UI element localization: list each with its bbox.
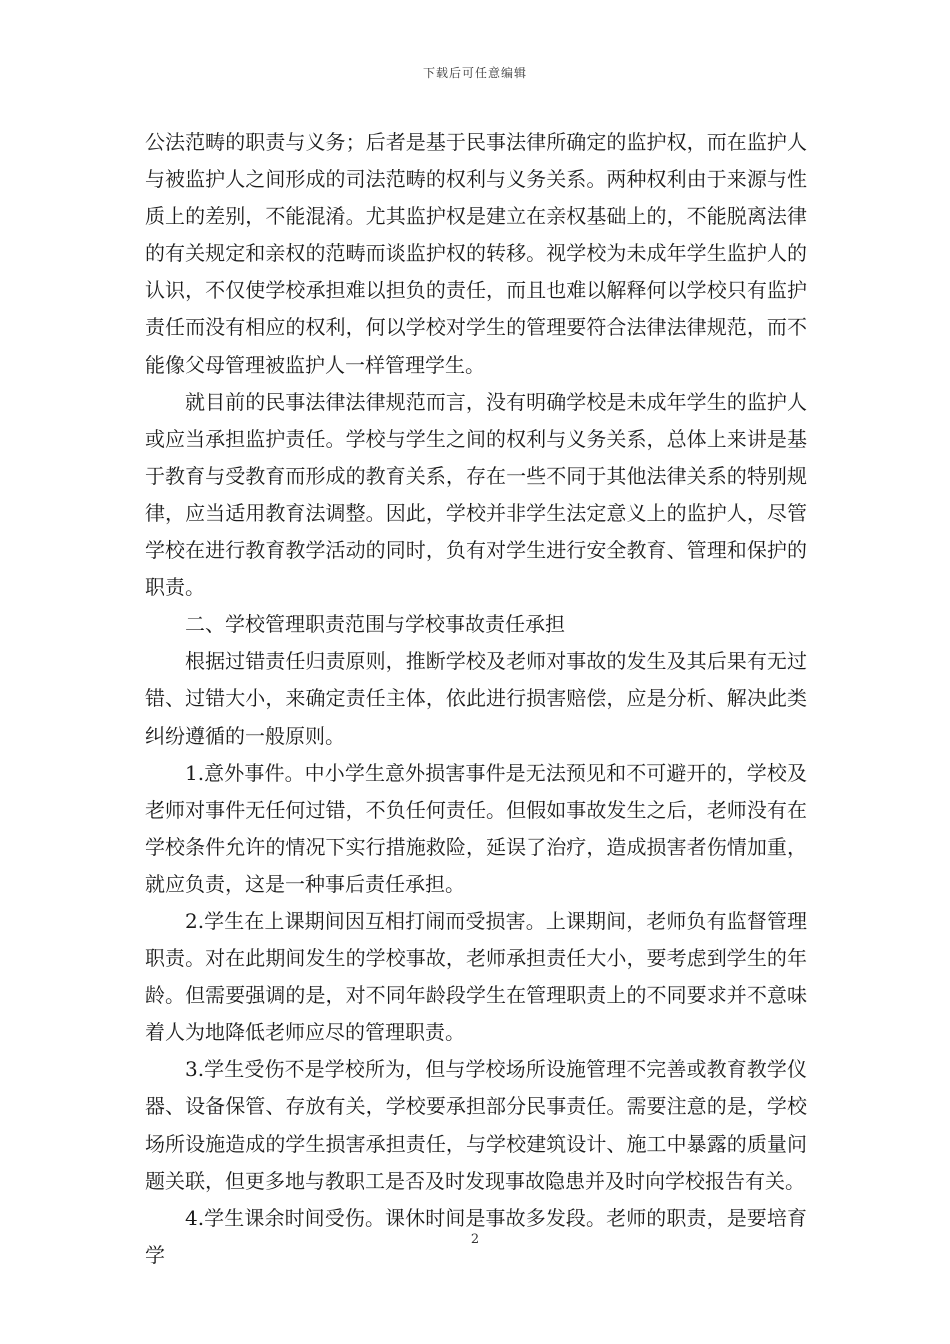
paragraph: 根据过错责任归责原则，推断学校及老师对事故的发生及其后果有无过错、过错大小，来确定责任主体，依此进行损害赔偿，应是分析、解决此类纠纷遵循的一般原则。 bbox=[145, 649, 807, 748]
list-item: 4.学生课余时间受伤。课休时间是事故多发段。老师的职责，是要培育学 bbox=[145, 1205, 807, 1267]
list-item: 3.学生受伤不是学校所为，但与学校场所设施管理不完善或教育教学仪器、设备保管、存放有关，学校要承担部分民事责任。需要注意的是，学校场所设施造成的学生损害承担责任，与学校建筑设计、施工中暴露的质量问题关联，但更多地与教职工是否及时发现事故隐患并及时向学校报告有关。 bbox=[145, 1057, 807, 1193]
paragraph: 就目前的民事法律法律规范而言，没有明确学校是未成年学生的监护人或应当承担监护责任。学校与学生之间的权利与义务关系，总体上来讲是基于教育与受教育而形成的教育关系，存在一些不同于其他法律关系的特别规律，应当适用教育法调整。因此，学校并非学生法定意义上的监护人，尽管学校在进行教育教学活动的同时，负有对学生进行安全教育、管理和保护的职责。 bbox=[145, 389, 807, 600]
page-header: 下载后可任意编辑 bbox=[422, 66, 527, 80]
list-item: 1.意外事件。中小学生意外损害事件是无法预见和不可避开的，学校及老师对事件无任何过错，不负任何责任。但假如事故发生之后，老师没有在学校条件允许的情况下实行措施救险，延误了治疗，造成损害者伤情加重，就应负责，这是一种事后责任承担。 bbox=[145, 760, 807, 896]
paragraph: 公法范畴的职责与义务；后者是基于民事法律所确定的监护权，而在监护人与被监护人之间形成的司法范畴的权利与义务关系。两种权利由于来源与性质上的差别，不能混淆。尤其监护权是建立在亲权基础上的，不能脱离法律的有关规定和亲权的范畴而谈监护权的转移。视学校为未成年学生监护人的认识，不仅使学校承担难以担负的责任，而且也难以解释何以学校只有监护责任而没有相应的权利，何以学校对学生的管理要符合法律法律规范，而不能像父母管理被监护人一样管理学生。 bbox=[145, 130, 807, 377]
list-item: 2.学生在上课期间因互相打闹而受损害。上课期间，老师负有监督管理职责。对在此期间发生的学校事故，老师承担责任大小，要考虑到学生的年龄。但需要强调的是，对不同年龄段学生在管理职责上的不同要求并不意味着人为地降低老师应尽的管理职责。 bbox=[145, 908, 807, 1045]
document-body bbox=[145, 124, 807, 1274]
page-number: 2 bbox=[470, 1232, 480, 1247]
section-heading: 二、学校管理职责范围与学校事故责任承担 bbox=[185, 612, 565, 637]
